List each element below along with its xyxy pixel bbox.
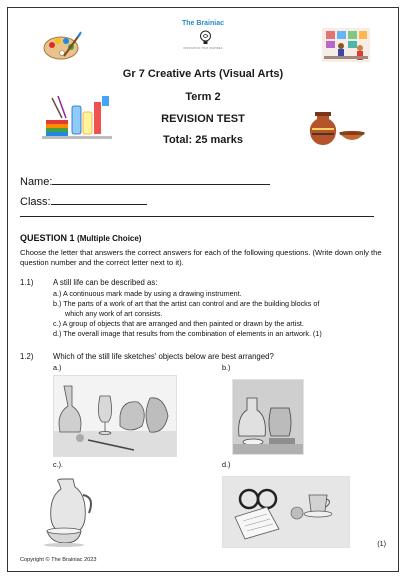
- question-1-subtitle: (Multiple Choice): [77, 234, 142, 243]
- name-label: Name:: [20, 176, 53, 188]
- sketch-c-label: c.).: [53, 460, 63, 469]
- divider: [20, 216, 374, 217]
- question-1-instruction: Choose the letter that answers the correct answers for each of the following questions. (Write down only the question number and the correct letter next to it).: [20, 248, 382, 267]
- option-d: d.) The overall image that results from the combination of elements in an artwork. (1): [53, 329, 322, 338]
- lightbulb-logo-icon: [199, 30, 212, 46]
- art-classroom-icon: [322, 28, 370, 62]
- worksheet-page: [7, 7, 399, 572]
- question-1-2-marks: (1): [377, 539, 386, 548]
- name-field[interactable]: [20, 174, 270, 188]
- question-1-heading: [20, 233, 141, 243]
- name-line[interactable]: [52, 174, 270, 185]
- question-1-1-text: A still life can be described as:: [53, 278, 158, 287]
- brand-tagline: INNOVATION THAT INSPIRES: [183, 47, 223, 50]
- question-1-2-text: Which of the still life sketches' objects below are best arranged?: [53, 352, 274, 361]
- option-a: a.) A continuous mark made by using a drawing instrument.: [53, 289, 242, 298]
- still-life-sketch-a: [53, 375, 177, 457]
- term-title: Term 2: [185, 91, 221, 103]
- still-life-sketch-b: [232, 379, 304, 455]
- copyright-footer: Copyright © The Brainiac 2023: [20, 557, 97, 563]
- still-life-sketch-d: [222, 476, 350, 548]
- question-1-1-number: 1.1): [20, 278, 34, 287]
- option-c: c.) A group of objects that are arranged and then painted or drawn by the artist.: [53, 319, 304, 328]
- option-b: b.) The parts of a work of art that the artist can control and are the building blocks of: [53, 299, 320, 308]
- sketch-a-label: a.): [53, 363, 62, 372]
- question-1-2-number: 1.2): [20, 352, 34, 361]
- sketch-d-label: d.): [222, 460, 231, 469]
- subject-title: Gr 7 Creative Arts (Visual Arts): [122, 68, 284, 80]
- brand-name: The Brainiac: [181, 20, 224, 27]
- test-title: REVISION TEST: [161, 113, 245, 125]
- still-life-sketch-c: [39, 473, 103, 551]
- palette-icon: [42, 30, 82, 62]
- total-marks: Total: 25 marks: [163, 134, 243, 146]
- pottery-icon: [309, 107, 367, 147]
- option-b-continued: which any work of art consists.: [65, 309, 163, 318]
- question-1-title: QUESTION 1: [20, 233, 75, 243]
- class-field[interactable]: [20, 194, 147, 208]
- art-supplies-icon: [42, 94, 112, 140]
- class-label: Class:: [20, 196, 51, 208]
- sketch-b-label: b.): [222, 363, 231, 372]
- class-line[interactable]: [51, 194, 147, 205]
